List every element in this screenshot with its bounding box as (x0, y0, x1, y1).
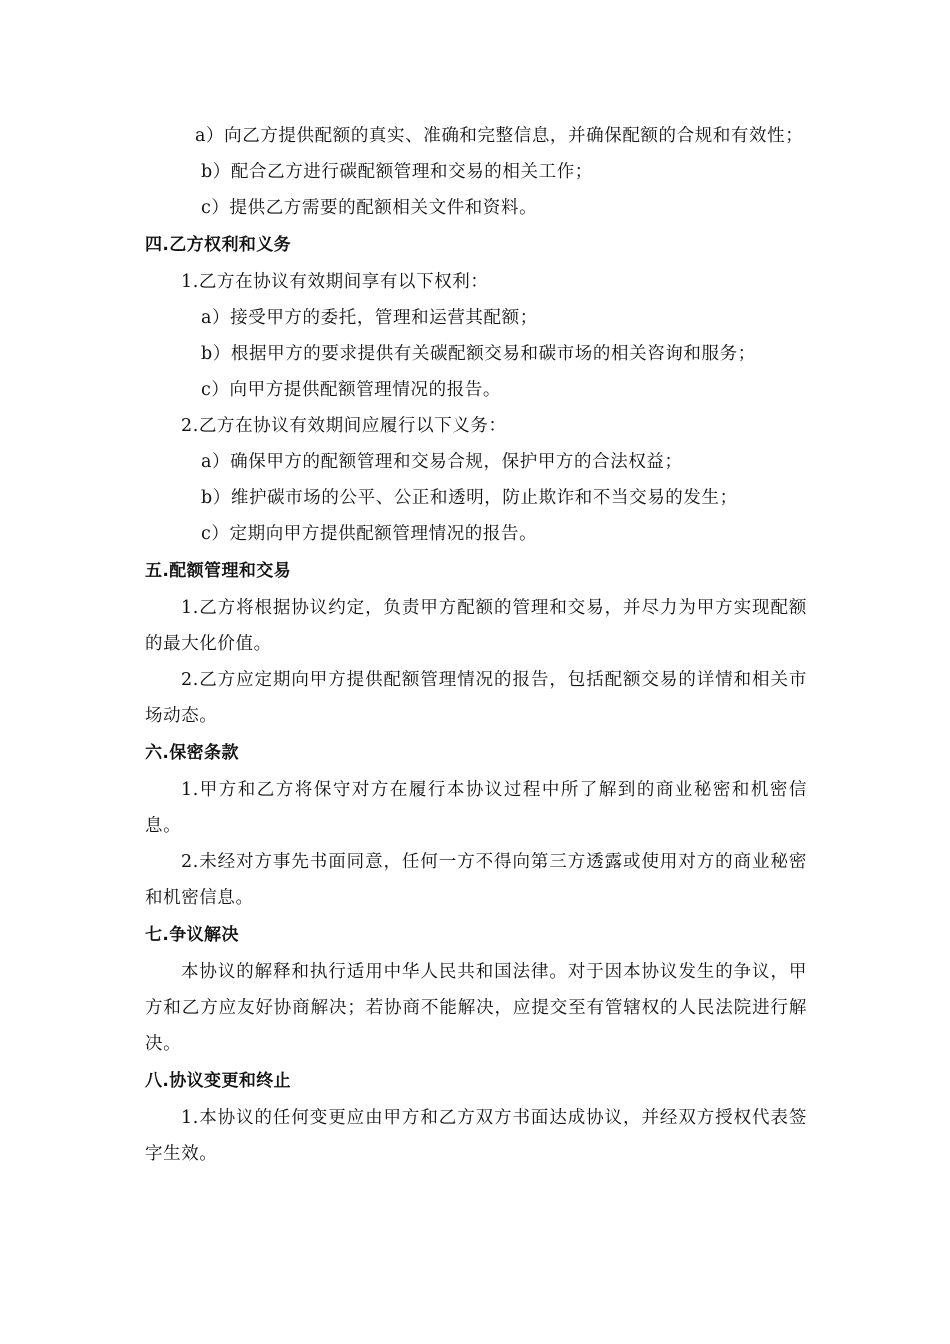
party-b-duty-b: b）维护碳市场的公平、公正和透明，防止欺诈和不当交易的发生； (201, 488, 738, 508)
party-b-right-b: b）根据甲方的要求提供有关碳配额交易和碳市场的相关咨询和服务； (201, 344, 756, 364)
dispute-resolution-clause: 本协议的解释和执行适用中华人民共和国法律。对于因本协议发生的争议，甲方和乙方应友好协商解决；若协商不能解决，应提交至有管辖权的人民法院进行解决。 (145, 962, 807, 1054)
section-heading-party-b-rights: 四.乙方权利和义务 (145, 235, 292, 255)
obligation-item-a: a）向乙方提供配额的真实、准确和完整信息，并确保配额的合规和有效性； (195, 126, 804, 146)
confidentiality-clause-1: 1.甲方和乙方将保守对方在履行本协议过程中所了解到的商业秘密和机密信息。 (145, 780, 807, 836)
section-heading-quota-management: 五.配额管理和交易 (145, 561, 292, 581)
section-heading-amendment-termination: 八.协议变更和终止 (145, 1071, 292, 1091)
section-heading-confidentiality: 六.保密条款 (145, 743, 239, 763)
quota-management-clause-2: 2.乙方应定期向甲方提供配额管理情况的报告，包括配额交易的详情和相关市场动态。 (145, 670, 807, 726)
section-heading-dispute-resolution: 七.争议解决 (145, 925, 239, 945)
party-b-duty-c: c）定期向甲方提供配额管理情况的报告。 (201, 524, 538, 544)
confidentiality-clause-2: 2.未经对方事先书面同意，任何一方不得向第三方透露或使用对方的商业秘密和机密信息。 (145, 852, 807, 908)
amendment-clause-1: 1.本协议的任何变更应由甲方和乙方双方书面达成协议，并经双方授权代表签字生效。 (145, 1108, 807, 1164)
party-b-duties-intro: 2.乙方在协议有效期间应履行以下义务： (181, 416, 507, 436)
document-body (145, 118, 807, 1172)
obligation-item-b: b）配合乙方进行碳配额管理和交易的相关工作； (201, 162, 593, 182)
party-b-duty-a: a）确保甲方的配额管理和交易合规，保护甲方的合法权益； (201, 452, 683, 472)
party-b-right-a: a）接受甲方的委托，管理和运营其配额； (201, 308, 538, 328)
party-b-right-c: c）向甲方提供配额管理情况的报告。 (201, 380, 501, 400)
party-b-rights-intro: 1.乙方在协议有效期间享有以下权利： (181, 272, 489, 292)
obligation-item-c: c）提供乙方需要的配额相关文件和资料。 (201, 198, 538, 218)
quota-management-clause-1: 1.乙方将根据协议约定，负责甲方配额的管理和交易，并尽力为甲方实现配额的最大化价值。 (145, 598, 807, 654)
